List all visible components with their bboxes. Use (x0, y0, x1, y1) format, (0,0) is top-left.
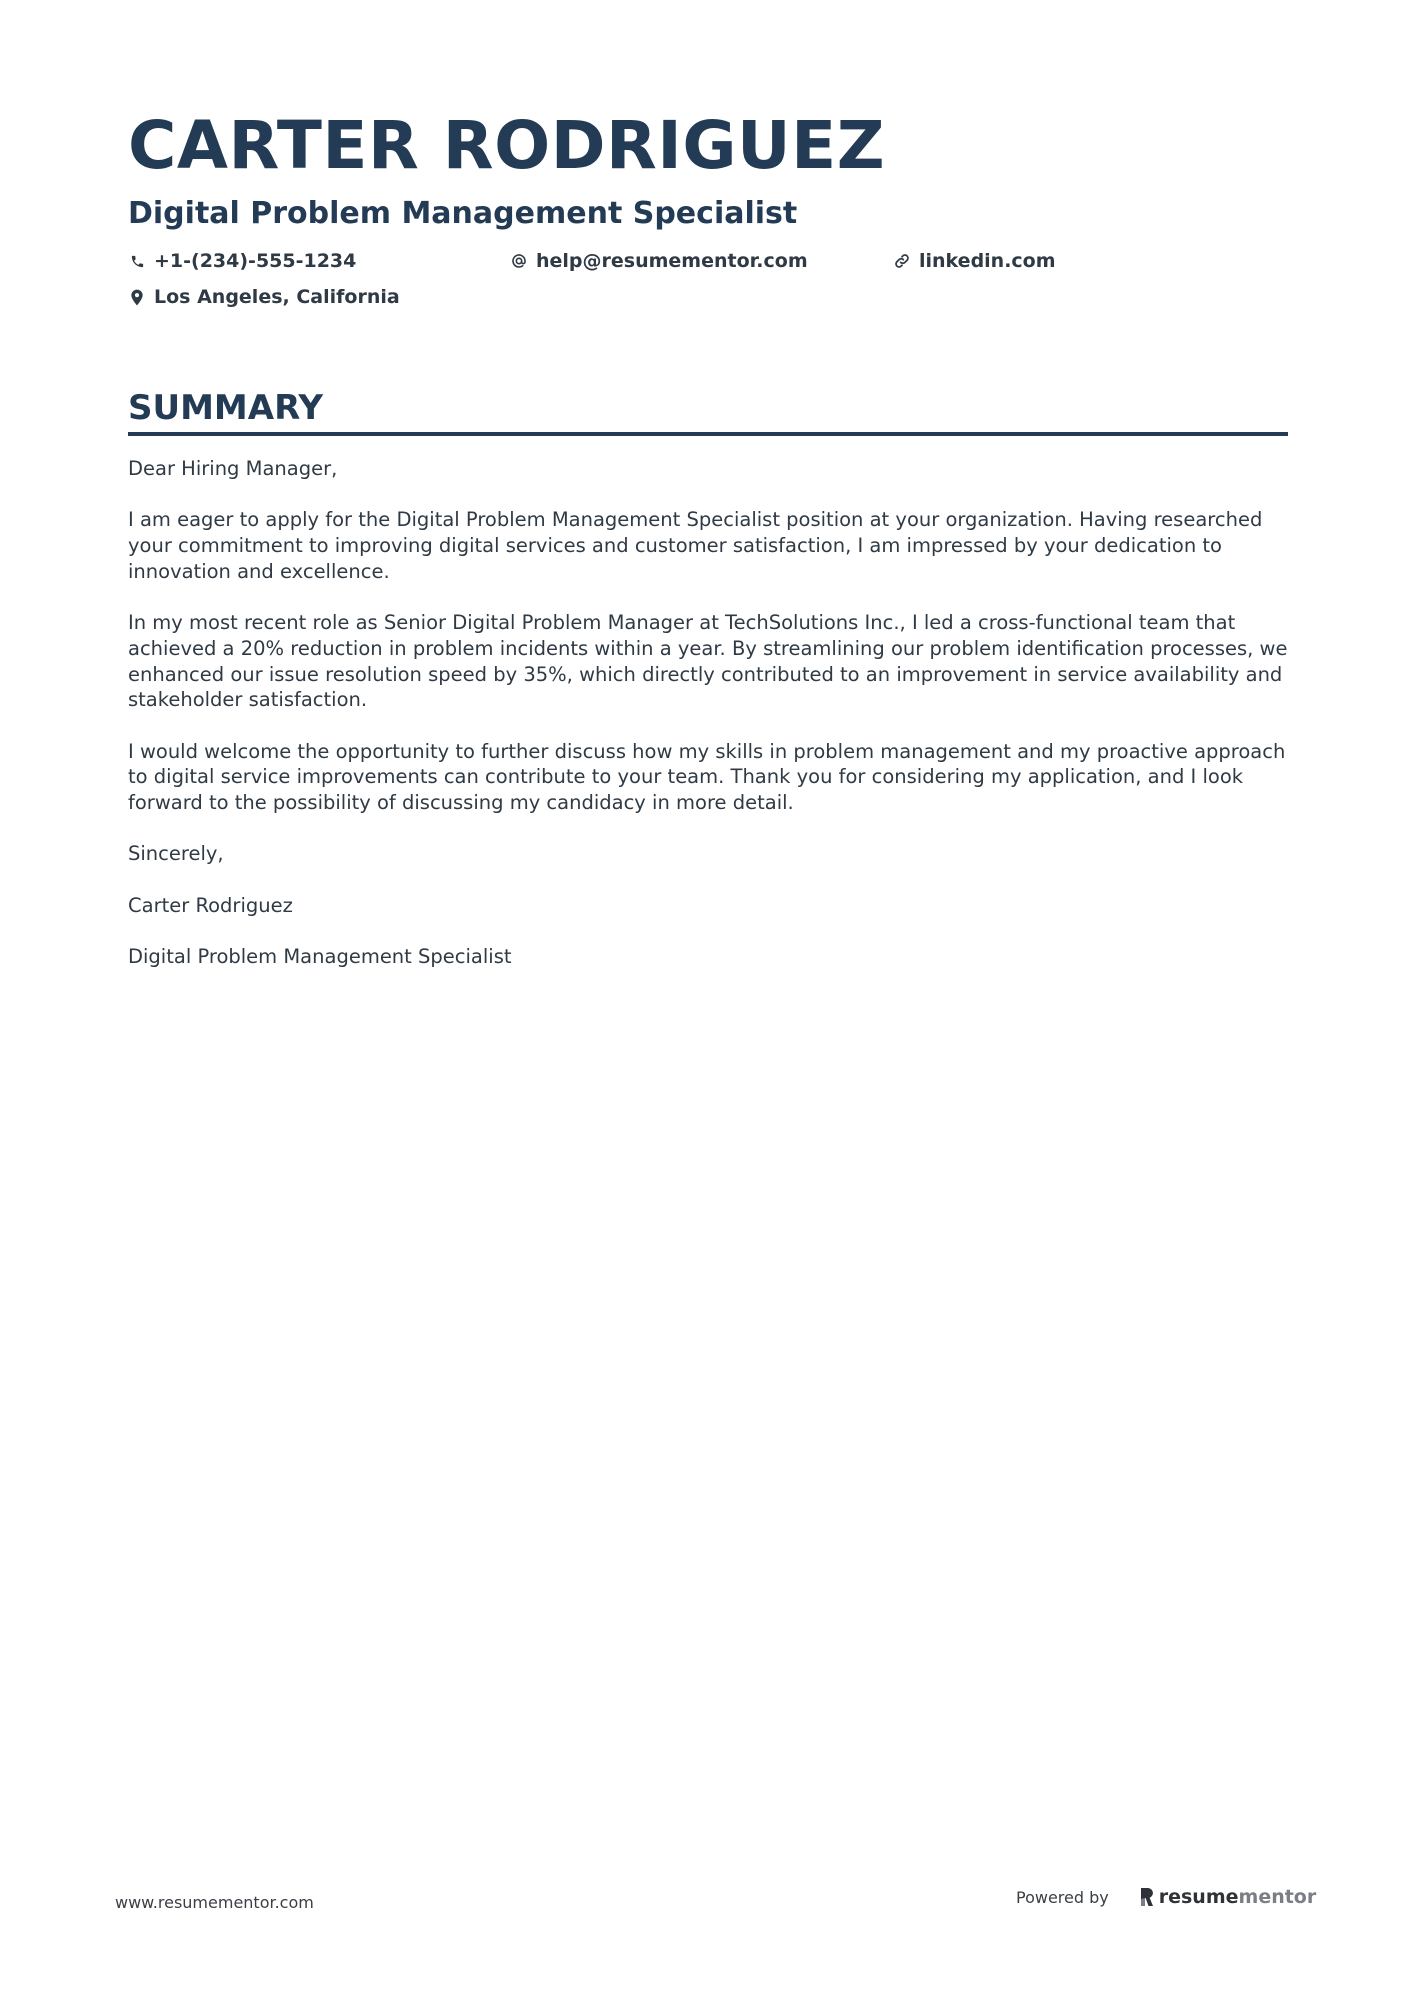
signature-title: Digital Problem Management Specialist (128, 945, 512, 969)
location-pin-icon (128, 288, 146, 306)
paragraph-experience: In my most recent role as Senior Digital Problem Manager at TechSolutions Inc., I led a cross-functional team that achieved a 20% reduction in problem incidents within a year. By streamlining our problem identification processes, we enhanced our issue resolution speed by 35%, which directly contributed to an improvement in service availability and stakeholder satisfaction. (128, 611, 1288, 712)
paragraph-closing: I would welcome the opportunity to further discuss how my skills in problem management and my proactive approach to digital service improvements can contribute to your team. Thank you for considering my application, and I look forward to the possibility of discussing my candidacy in more detail. (128, 739, 1286, 815)
email-text[interactable]: help@resumementor.com (536, 250, 808, 272)
brand-logo[interactable] (1139, 1886, 1317, 1908)
footer-website[interactable]: www.resumementor.com (115, 1893, 314, 1912)
summary-heading: SUMMARY (128, 388, 324, 428)
brand-text-bold: resume (1158, 1886, 1239, 1908)
letter-body (128, 456, 1288, 970)
powered-by-text: Powered by (1016, 1887, 1109, 1907)
at-icon (510, 252, 528, 270)
link-icon (893, 252, 911, 270)
summary-section (128, 386, 1288, 996)
brand-text-light: mentor (1238, 1886, 1317, 1908)
contact-linkedin[interactable] (893, 246, 1056, 276)
header (128, 108, 1288, 326)
section-divider (128, 432, 1288, 436)
contact-email[interactable] (510, 246, 808, 276)
resumementor-logo-icon (1139, 1887, 1155, 1907)
contact-location (128, 282, 400, 312)
footer-branding (1016, 1886, 1316, 1908)
contact-info (128, 246, 1288, 326)
candidate-name: CARTER RODRIGUEZ (128, 107, 886, 184)
job-title: Digital Problem Management Specialist (128, 196, 798, 231)
sign-off: Sincerely, (128, 842, 224, 866)
phone-icon (128, 252, 146, 270)
phone-text: +1-(234)-555-1234 (154, 250, 357, 272)
signature-name: Carter Rodriguez (128, 893, 293, 917)
contact-phone (128, 246, 356, 276)
location-text: Los Angeles, California (154, 286, 400, 308)
linkedin-text[interactable]: linkedin.com (919, 250, 1056, 272)
salutation: Dear Hiring Manager, (128, 457, 338, 480)
paragraph-intro: I am eager to apply for the Digital Problem Management Specialist position at your organization. Having researched your commitment to improving digital services and customer satisfaction, I am impressed by your dedication to innovation and excellence. (128, 508, 1263, 583)
